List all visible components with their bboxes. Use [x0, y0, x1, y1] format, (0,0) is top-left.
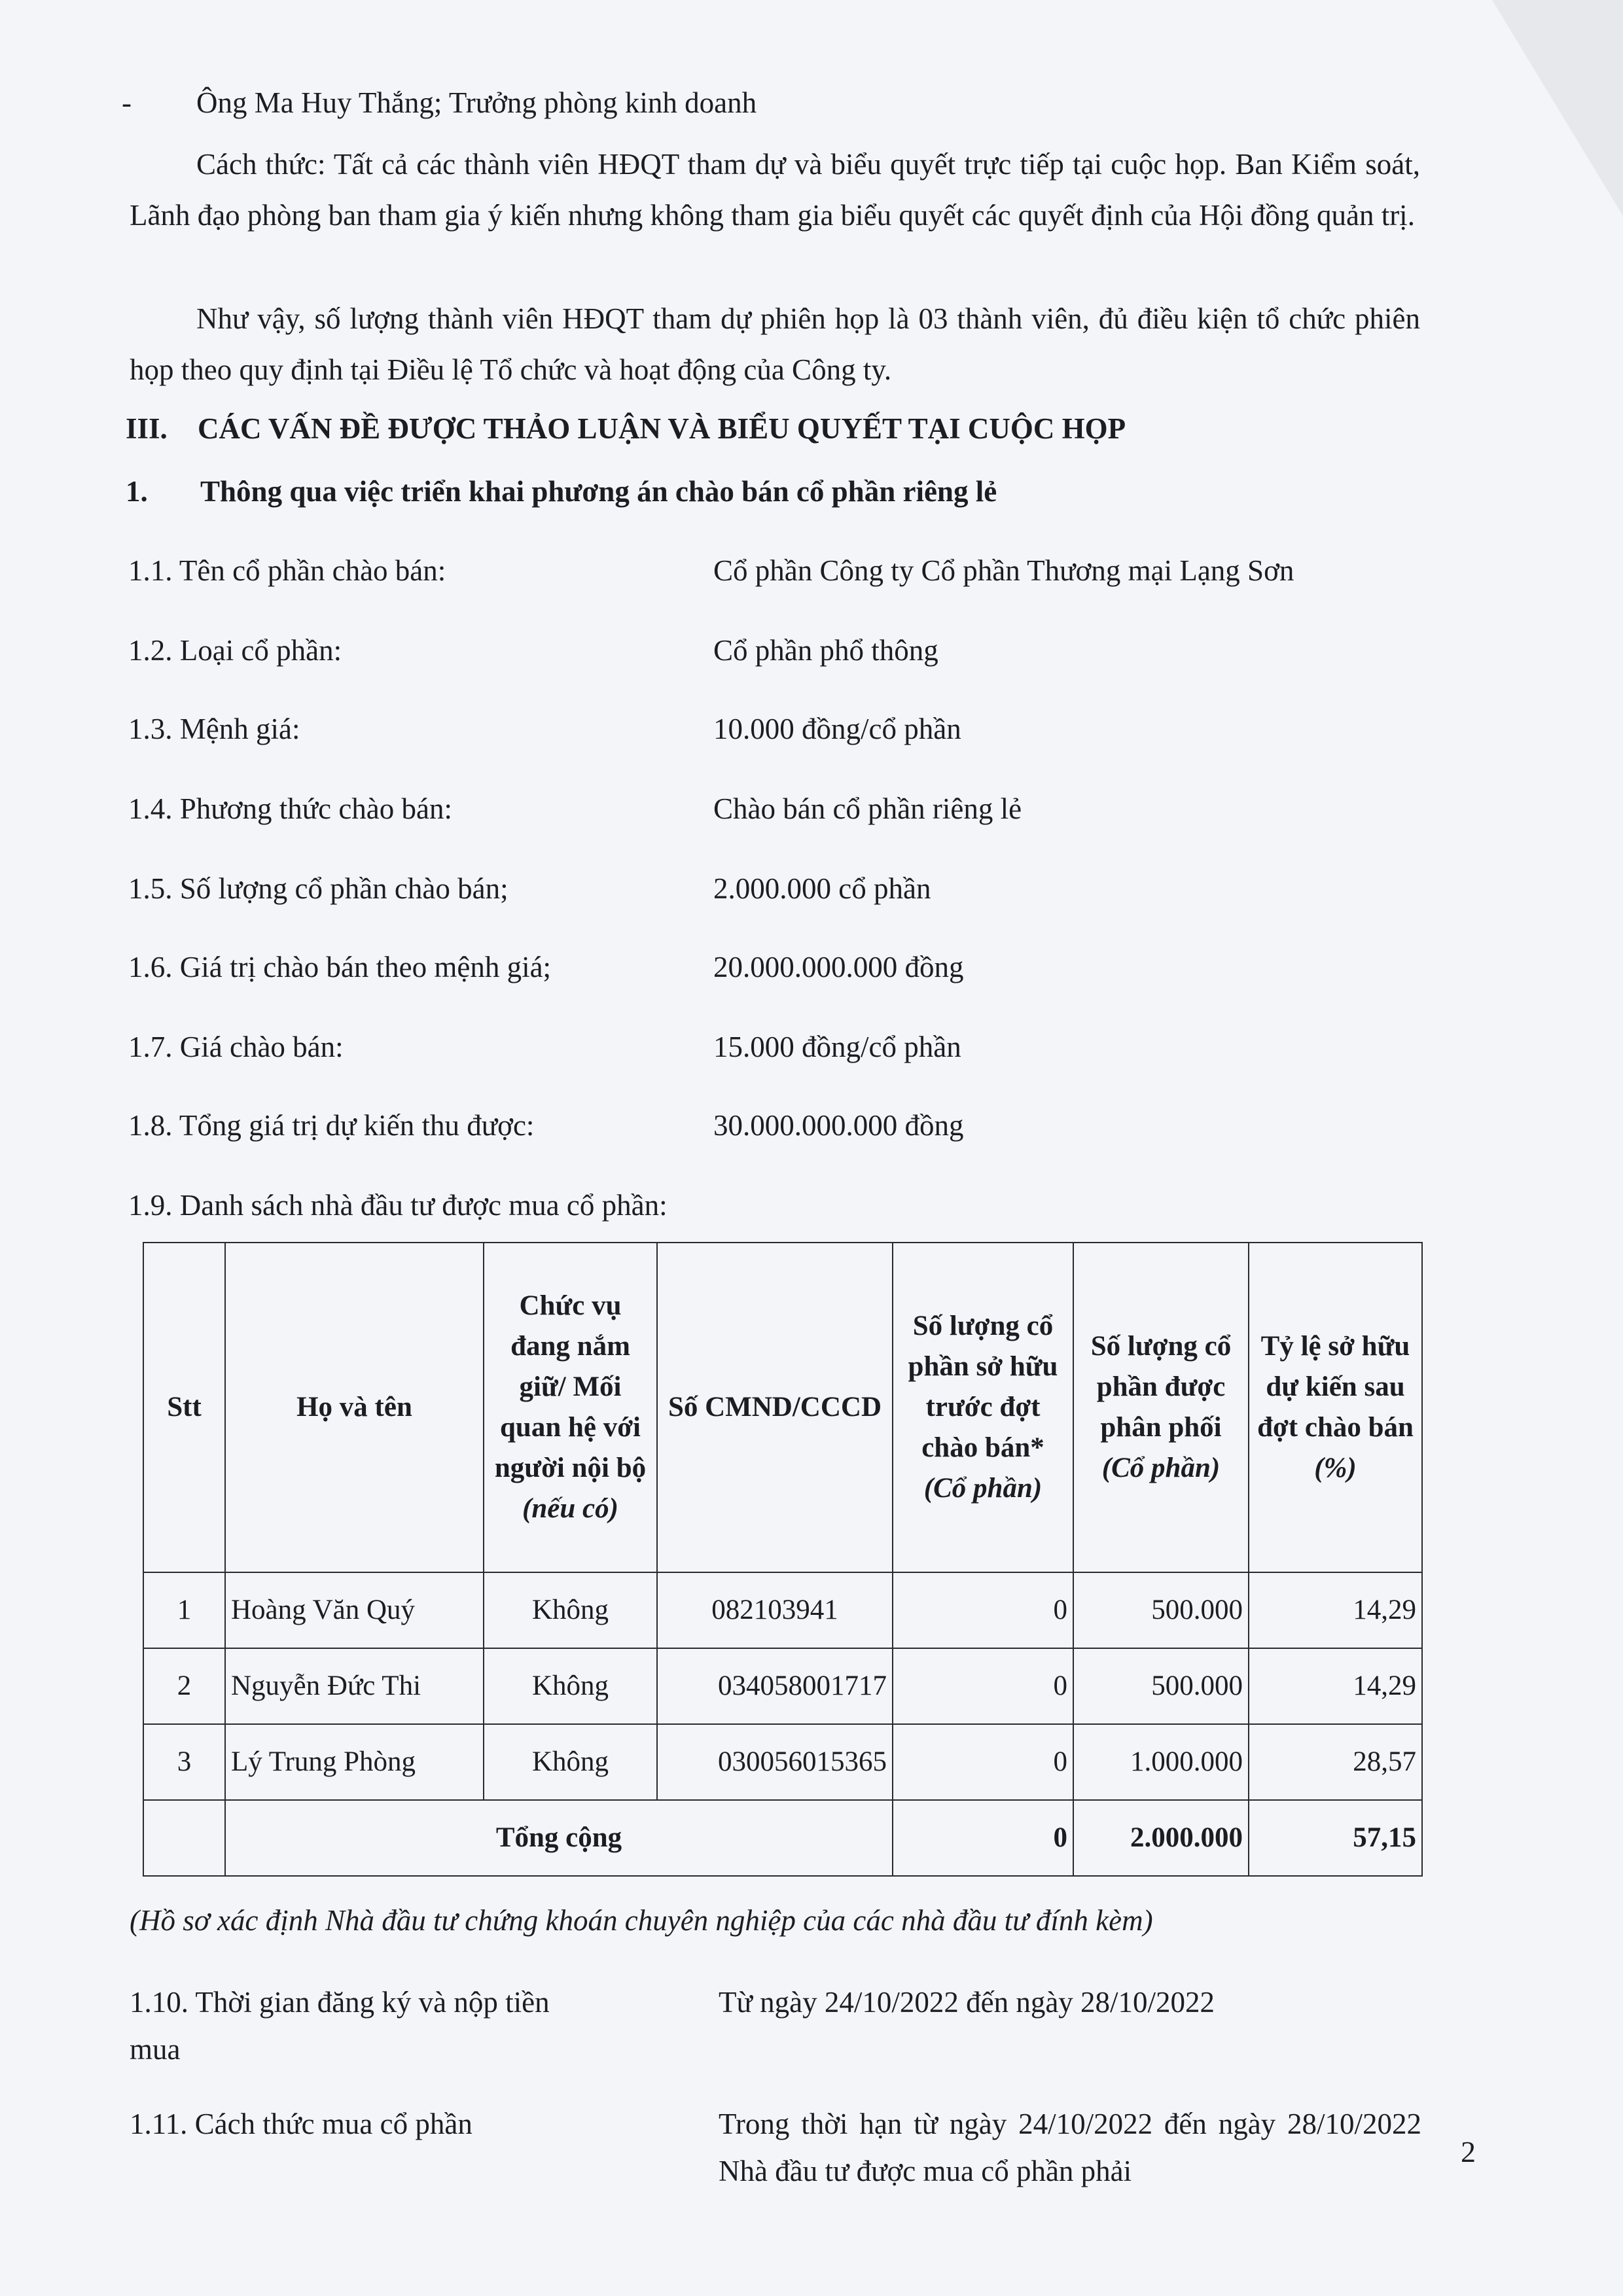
- header-shares-allocated: Số lượng cổ phần được phân phối (Cổ phần): [1073, 1243, 1249, 1572]
- cell-total-ratio: 57,15: [1249, 1800, 1422, 1876]
- quorum-paragraph: Như vậy, số lượng thành viên HĐQT tham dự phiên họp là 03 thành viên, đủ điều kiện tổ chức phiên họp theo quy định tại Điều lệ Tổ chức và hoạt động của Công ty.: [130, 302, 1420, 386]
- attendee-line: Ông Ma Huy Thắng; Trưởng phòng kinh doanh: [196, 86, 757, 119]
- table-row: [143, 1724, 1422, 1800]
- detail-value: Chào bán cổ phần riêng lẻ: [713, 792, 1022, 825]
- detail-label: 1.7. Giá chào bán:: [128, 1031, 344, 1063]
- detail-label: 1.5. Số lượng cổ phần chào bán;: [128, 872, 508, 905]
- header-ratio: Tỷ lệ sở hữu dự kiến sau đợt chào bán (%): [1249, 1243, 1422, 1572]
- folded-corner: [1492, 0, 1623, 216]
- cell-total-empty: [143, 1800, 225, 1876]
- bullet-dash: -: [122, 86, 132, 119]
- cell-id: 034058001717: [657, 1648, 893, 1724]
- cell-stt: 1: [143, 1572, 225, 1648]
- cell-ratio: 14,29: [1249, 1572, 1422, 1648]
- cell-id: 030056015365: [657, 1724, 893, 1800]
- cell-position: Không: [484, 1648, 657, 1724]
- table-header-row: [143, 1243, 1422, 1572]
- detail-value: Cổ phần Công ty Cổ phần Thương mại Lạng Sơn: [713, 554, 1294, 587]
- detail-value: Cổ phần phổ thông: [713, 634, 938, 667]
- registration-period-label-cont: mua: [130, 2033, 181, 2066]
- header-stt: Stt: [143, 1243, 225, 1572]
- cell-shares-allocated: 500.000: [1073, 1572, 1249, 1648]
- detail-label: 1.8. Tổng giá trị dự kiến thu được:: [128, 1109, 535, 1142]
- registration-period-label: 1.10. Thời gian đăng ký và nộp tiền: [130, 1986, 550, 2019]
- detail-value: 10.000 đồng/cổ phần: [713, 713, 961, 745]
- subsection-number: 1.: [126, 475, 148, 508]
- header-shares-before: Số lượng cổ phần sở hữu trước đợt chào bán* (Cổ phần): [893, 1243, 1073, 1572]
- header-name: Họ và tên: [225, 1243, 484, 1572]
- detail-label: 1.6. Giá trị chào bán theo mệnh giá;: [128, 951, 552, 983]
- investor-table: [143, 1242, 1423, 1877]
- investor-list-label: 1.9. Danh sách nhà đầu tư được mua cổ phần:: [128, 1189, 668, 1222]
- cell-total-allocated: 2.000.000: [1073, 1800, 1249, 1876]
- purchase-method-label: 1.11. Cách thức mua cổ phần: [130, 2108, 473, 2140]
- cell-stt: 3: [143, 1724, 225, 1800]
- cell-stt: 2: [143, 1648, 225, 1724]
- cell-shares-before: 0: [893, 1648, 1073, 1724]
- cell-shares-before: 0: [893, 1572, 1073, 1648]
- detail-label: 1.4. Phương thức chào bán:: [128, 792, 452, 825]
- detail-label: 1.3. Mệnh giá:: [128, 713, 300, 745]
- registration-period-value: Từ ngày 24/10/2022 đến ngày 28/10/2022: [719, 1986, 1215, 2019]
- cell-name: Nguyễn Đức Thi: [225, 1648, 484, 1724]
- cell-ratio: 14,29: [1249, 1648, 1422, 1724]
- cell-total-label: Tổng cộng: [225, 1800, 893, 1876]
- detail-value: 15.000 đồng/cổ phần: [713, 1031, 961, 1063]
- cell-ratio: 28,57: [1249, 1724, 1422, 1800]
- cell-total-before: 0: [893, 1800, 1073, 1876]
- cell-shares-before: 0: [893, 1724, 1073, 1800]
- purchase-method-value: Trong thời hạn từ ngày 24/10/2022 đến ngày 28/10/2022 Nhà đầu tư được mua cổ phần phải: [719, 2108, 1421, 2187]
- table-row: [143, 1572, 1422, 1648]
- subsection-title: Thông qua việc triển khai phương án chào bán cổ phần riêng lẻ: [200, 475, 997, 508]
- cell-id: 082103941: [657, 1572, 893, 1648]
- attachment-note: (Hồ sơ xác định Nhà đầu tư chứng khoán chuyên nghiệp của các nhà đầu tư đính kèm): [130, 1904, 1153, 1937]
- detail-label: 1.2. Loại cổ phần:: [128, 634, 342, 667]
- cell-position: Không: [484, 1724, 657, 1800]
- cell-name: Lý Trung Phòng: [225, 1724, 484, 1800]
- table-row: [143, 1648, 1422, 1724]
- page-number: 2: [1461, 2135, 1476, 2168]
- section-number: III.: [126, 412, 168, 445]
- cell-position: Không: [484, 1572, 657, 1648]
- detail-label: 1.1. Tên cổ phần chào bán:: [128, 554, 446, 587]
- detail-value: 20.000.000.000 đồng: [713, 951, 964, 983]
- detail-value: 30.000.000.000 đồng: [713, 1109, 964, 1142]
- method-paragraph: Cách thức: Tất cả các thành viên HĐQT tham dự và biểu quyết trực tiếp tại cuộc họp. Ban Kiểm soát, Lãnh đạo phòng ban tham gia ý kiến nhưng không tham gia biểu quyết các quyết định của Hội đồng quản trị.: [130, 148, 1420, 232]
- header-id: Số CMND/CCCD: [657, 1243, 893, 1572]
- section-title: CÁC VẤN ĐỀ ĐƯỢC THẢO LUẬN VÀ BIỂU QUYẾT TẠI CUỘC HỌP: [198, 412, 1126, 445]
- table-total-row: [143, 1800, 1422, 1876]
- detail-value: 2.000.000 cổ phần: [713, 872, 931, 905]
- cell-shares-allocated: 500.000: [1073, 1648, 1249, 1724]
- cell-name: Hoàng Văn Quý: [225, 1572, 484, 1648]
- cell-shares-allocated: 1.000.000: [1073, 1724, 1249, 1800]
- header-position: Chức vụ đang nắm giữ/ Mối quan hệ với người nội bộ (nếu có): [484, 1243, 657, 1572]
